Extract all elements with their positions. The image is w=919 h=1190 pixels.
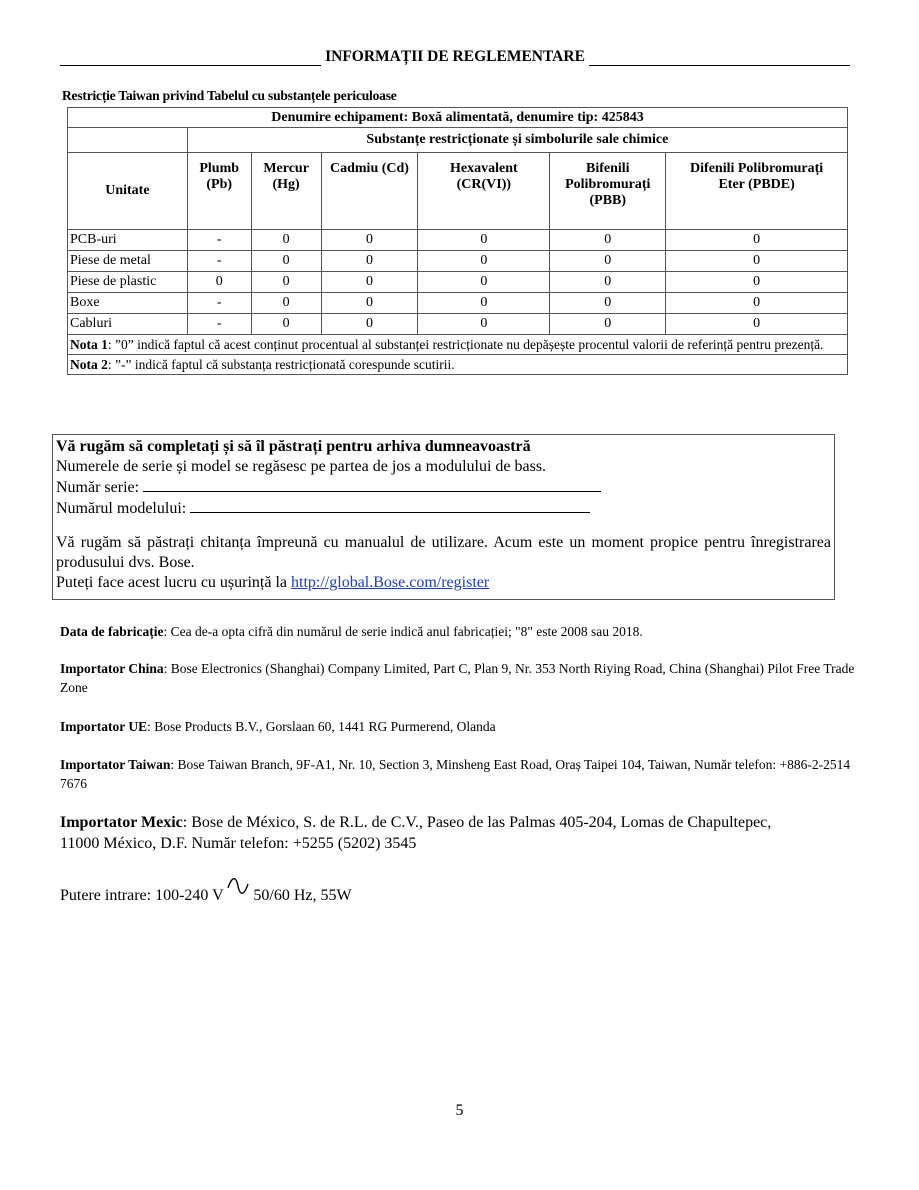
value-cell: - bbox=[187, 251, 251, 272]
col-header: Plumb (Pb) bbox=[187, 153, 251, 230]
value-cell: 0 bbox=[550, 314, 666, 335]
importer-eu bbox=[60, 717, 856, 736]
unit-cell: Piese de plastic bbox=[68, 272, 188, 293]
value-cell: 0 bbox=[321, 272, 418, 293]
power-prefix: Putere intrare: 100-240 V bbox=[60, 887, 224, 904]
info-text: : Bose Products B.V., Gorslaan 60, 1441 RG Purmerend, Olanda bbox=[147, 719, 496, 734]
value-cell: 0 bbox=[418, 272, 550, 293]
info-label: Importator China bbox=[60, 661, 164, 676]
info-text: : Cea de-a opta cifră din numărul de serie indică anul fabricației; "8" este 2008 sau 2018. bbox=[163, 624, 643, 639]
value-cell: 0 bbox=[666, 251, 848, 272]
value-cell: 0 bbox=[666, 293, 848, 314]
table-row bbox=[68, 272, 848, 293]
importer-china bbox=[60, 659, 856, 697]
value-cell: 0 bbox=[321, 293, 418, 314]
equipment-name: Denumire echipament: Boxă alimentată, denumire tip: 425843 bbox=[68, 108, 848, 128]
unit-cell: PCB-uri bbox=[68, 230, 188, 251]
group-header: Substanțe restricționate și simbolurile sale chimice bbox=[187, 128, 847, 153]
note-text: : ”0” indică faptul că acest conținut procentual al substanței restricționate nu depășește procentul valorii de referință pentru prezență. bbox=[107, 337, 824, 352]
table-row bbox=[68, 314, 848, 335]
manufacture-date bbox=[60, 622, 856, 641]
value-cell: - bbox=[187, 314, 251, 335]
info-label: Importator Taiwan bbox=[60, 757, 171, 772]
receipt-text: Vă rugăm să păstrați chitanța împreună cu manualul de utilizare. Acum este un moment propice pentru înregistrarea produsului dvs. Bose. bbox=[56, 534, 831, 571]
info-label: Data de fabricație bbox=[60, 624, 164, 639]
table-row bbox=[68, 230, 848, 251]
value-cell: 0 bbox=[550, 230, 666, 251]
empty-cell bbox=[68, 128, 188, 153]
unit-cell: Boxe bbox=[68, 293, 188, 314]
value-cell: 0 bbox=[550, 251, 666, 272]
record-title: Vă rugăm să completați și să îl păstrați pentru arhiva dumneavoastră bbox=[56, 438, 531, 455]
note-2 bbox=[68, 355, 848, 375]
model-number-field[interactable] bbox=[190, 498, 590, 513]
unit-cell: Cabluri bbox=[68, 314, 188, 335]
value-cell: 0 bbox=[321, 230, 418, 251]
note-1 bbox=[68, 335, 848, 355]
col-header: Unitate bbox=[68, 153, 188, 230]
value-cell: 0 bbox=[550, 272, 666, 293]
register-link[interactable]: http://global.Bose.com/register bbox=[291, 574, 490, 591]
note-text: : ”-” indică faptul că substanța restricționată corespunde scutirii. bbox=[107, 357, 455, 372]
col-header: Bifenili Polibromurați (PBB) bbox=[550, 153, 666, 230]
power-input bbox=[60, 878, 856, 905]
value-cell: 0 bbox=[321, 314, 418, 335]
value-cell: 0 bbox=[418, 230, 550, 251]
table-row bbox=[68, 251, 848, 272]
value-cell: - bbox=[187, 230, 251, 251]
col-header: Hexavalent (CR(VI)) bbox=[418, 153, 550, 230]
section-title: INFORMAȚII DE REGLEMENTARE bbox=[325, 48, 585, 65]
value-cell: 0 bbox=[251, 230, 321, 251]
col-header: Cadmiu (Cd) bbox=[321, 153, 418, 230]
value-cell: 0 bbox=[251, 293, 321, 314]
value-cell: 0 bbox=[550, 293, 666, 314]
record-info: Numerele de serie și model se regăsesc pe partea de jos a modulului de bass. bbox=[56, 458, 547, 475]
column-headers bbox=[68, 153, 848, 230]
unit-cell: Piese de metal bbox=[68, 251, 188, 272]
col-header: Mercur (Hg) bbox=[251, 153, 321, 230]
value-cell: 0 bbox=[321, 251, 418, 272]
note-label: Nota 2 bbox=[70, 357, 108, 372]
importer-taiwan bbox=[60, 755, 856, 793]
serial-label: Număr serie: bbox=[56, 479, 140, 496]
info-text: : Bose Electronics (Shanghai) Company Limited, Part C, Plan 9, Nr. 353 North Riying Road, China (Shanghai) Pilot Free Trade Zone bbox=[60, 661, 855, 695]
info-text: : Bose de México, S. de R.L. de C.V., Paseo de las Palmas 405-204, Lomas de Chapultepec, 11000 México, D.F. Număr telefon: +5255 (5202) 3545 bbox=[60, 814, 772, 852]
info-label: Importator UE bbox=[60, 719, 148, 734]
info-text: : Bose Taiwan Branch, 9F-A1, Nr. 10, Section 3, Minsheng East Road, Oraș Taipei 104, Taiwan, Număr telefon: +886-2-2514 7676 bbox=[60, 757, 851, 791]
table-title: Restricție Taiwan privind Tabelul cu substanțele periculoase bbox=[62, 88, 397, 103]
value-cell: 0 bbox=[666, 272, 848, 293]
ac-sine-icon bbox=[227, 878, 249, 894]
value-cell: 0 bbox=[187, 272, 251, 293]
serial-number-field[interactable] bbox=[143, 477, 601, 492]
value-cell: 0 bbox=[251, 272, 321, 293]
value-cell: 0 bbox=[251, 251, 321, 272]
note-label: Nota 1 bbox=[70, 337, 108, 352]
value-cell: 0 bbox=[418, 314, 550, 335]
col-header: Difenili Polibromurați Eter (PBDE) bbox=[666, 153, 848, 230]
model-label: Numărul modelului: bbox=[56, 500, 187, 517]
info-label: Importator Mexic bbox=[60, 814, 183, 831]
value-cell: 0 bbox=[251, 314, 321, 335]
value-cell: 0 bbox=[666, 314, 848, 335]
header-rule bbox=[60, 51, 321, 66]
value-cell: 0 bbox=[418, 251, 550, 272]
table-row bbox=[68, 293, 848, 314]
register-text: Puteți face acest lucru cu ușurință la bbox=[56, 574, 292, 591]
section-header bbox=[60, 48, 850, 66]
page-number: 5 bbox=[455, 1102, 464, 1119]
header-rule bbox=[589, 51, 850, 66]
hazardous-substances-table bbox=[67, 107, 848, 375]
power-suffix: 50/60 Hz, 55W bbox=[253, 887, 352, 904]
importer-mexico bbox=[60, 812, 780, 854]
record-box bbox=[52, 434, 835, 600]
value-cell: 0 bbox=[666, 230, 848, 251]
value-cell: 0 bbox=[418, 293, 550, 314]
value-cell: - bbox=[187, 293, 251, 314]
